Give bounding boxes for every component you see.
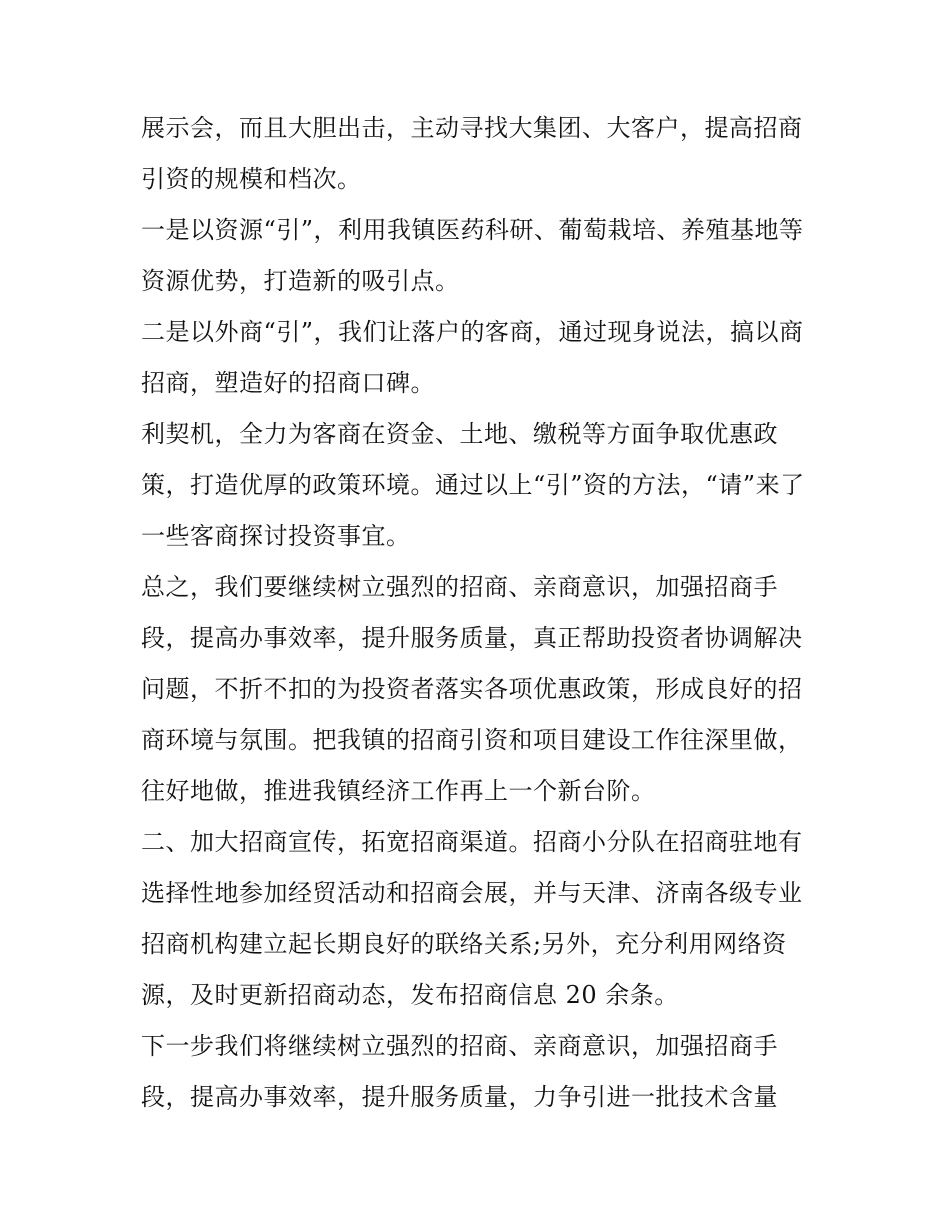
paragraph-3: [141, 307, 813, 409]
text-line: 招商，塑造好的招商口碑。: [141, 369, 435, 397]
text-line: 往好地做，推进我镇经济工作再上一个新台阶。: [141, 777, 656, 805]
document-body: [141, 103, 813, 1123]
text-line: 资源优势，打造新的吸引点。: [141, 267, 460, 295]
text-line: 招商机构建立起长期良好的联络关系;另外，充分利用网络资: [141, 930, 787, 958]
text-line: 商环境与氛围。把我镇的招商引资和项目建设工作往深里做，: [141, 726, 803, 754]
text-line: 一是以资源“引”，利用我镇医药科研、葡萄栽培、养殖基地等: [141, 216, 804, 244]
text-line: 二、加大招商宣传，拓宽招商渠道。招商小分队在招商驻地有: [141, 828, 803, 856]
paragraph-6: [141, 817, 813, 1021]
text-line: 二是以外商“引”，我们让落户的客商，通过现身说法，搞以商: [141, 318, 804, 346]
text-line: 段，提高办事效率，提升服务质量，力争引进一批技术含量: [141, 1083, 778, 1111]
text-line: 引资的规模和档次。: [141, 165, 362, 193]
paragraph-4: [141, 409, 813, 562]
text-line: 策，打造优厚的政策环境。通过以上“引”资的方法，“请”来了: [141, 471, 805, 499]
text-line: 选择性地参加经贸活动和招商会展，并与天津、济南各级专业: [141, 879, 803, 907]
paragraph-2: [141, 205, 813, 307]
paragraph-1: [141, 103, 813, 205]
text-line: 一些客商探讨投资事宜。: [141, 522, 411, 550]
text-line: 利契机，全力为客商在资金、土地、缴税等方面争取优惠政: [141, 420, 778, 448]
text-line: 源，及时更新招商动态，发布招商信息 20 余条。: [141, 981, 679, 1009]
text-line: 下一步我们将继续树立强烈的招商、亲商意识，加强招商手: [141, 1032, 778, 1060]
paragraph-5: [141, 562, 813, 817]
text-line: 总之，我们要继续树立强烈的招商、亲商意识，加强招商手: [141, 573, 778, 601]
text-line: 问题，不折不扣的为投资者落实各项优惠政策，形成良好的招: [141, 675, 803, 703]
text-line: 段，提高办事效率，提升服务质量，真正帮助投资者协调解决: [141, 624, 803, 652]
text-line: 展示会，而且大胆出击，主动寻找大集团、大客户，提高招商: [141, 114, 803, 142]
paragraph-7: [141, 1021, 813, 1123]
